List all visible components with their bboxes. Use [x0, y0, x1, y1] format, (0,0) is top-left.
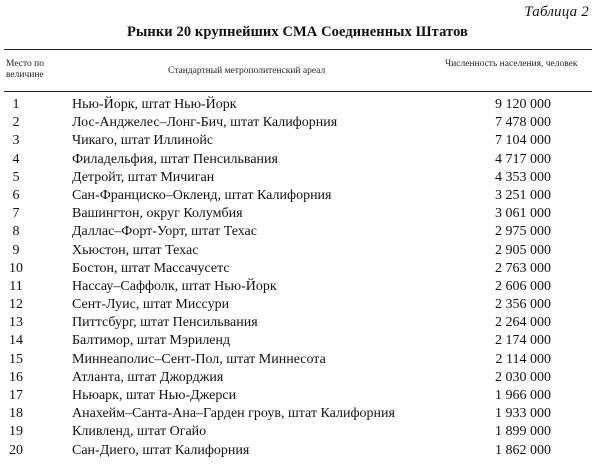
- area-cell: Ньюарк, штат Нью-Джерси: [72, 388, 237, 403]
- table-row: [0, 296, 595, 314]
- table-row: [0, 351, 595, 369]
- rank-cell: 8: [12, 224, 20, 240]
- population-cell: 2 114 000: [495, 351, 551, 367]
- rank-cell: 4: [12, 151, 20, 167]
- population-cell: 1 899 000: [495, 424, 551, 440]
- column-header-area: Стандартный метрополитенский ареал: [168, 66, 326, 76]
- rank-cell: 2: [12, 115, 20, 131]
- population-cell: 2 606 000: [495, 278, 551, 294]
- rank-cell: 13: [9, 315, 23, 331]
- table-row: [0, 242, 595, 260]
- rank-cell: 6: [12, 187, 20, 203]
- rank-cell: 15: [9, 351, 23, 367]
- rank-cell: 20: [9, 442, 23, 458]
- population-cell: 1 933 000: [495, 406, 551, 422]
- population-cell: 2 174 000: [495, 333, 551, 349]
- rank-cell: 5: [12, 169, 20, 185]
- table-row: [0, 423, 595, 441]
- rank-cell: 11: [9, 278, 23, 294]
- population-cell: 4 353 000: [495, 169, 551, 185]
- population-cell: 1 966 000: [495, 388, 551, 403]
- table-row: [0, 205, 595, 223]
- area-cell: Сент-Луис, штат Миссури: [72, 297, 230, 313]
- population-cell: 4 717 000: [495, 151, 551, 167]
- population-cell: 2 975 000: [495, 224, 551, 240]
- column-header-rank: Место по величине: [6, 59, 44, 80]
- area-cell: Атланта, штат Джорджия: [72, 369, 224, 385]
- table-row: [0, 442, 595, 460]
- area-cell: Вашингтон, округ Колумбия: [72, 206, 243, 222]
- area-cell: Хьюстон, штат Техас: [72, 242, 199, 258]
- table-title: Рынки 20 крупнейших СМА Соединенных Штатов: [127, 24, 468, 40]
- table-row: [0, 278, 595, 296]
- area-cell: Бостон, штат Массачусетс: [72, 260, 230, 276]
- rank-cell: 17: [9, 388, 23, 403]
- population-cell: 2 264 000: [495, 315, 551, 331]
- table-row: [0, 405, 595, 423]
- area-cell: Питтсбург, штат Пенсильвания: [72, 315, 258, 331]
- table-body: [0, 96, 595, 460]
- table-row: [0, 187, 595, 205]
- rank-cell: 9: [12, 242, 20, 258]
- area-cell: Нью-Йорк, штат Нью-Йорк: [72, 97, 237, 112]
- population-cell: 2 763 000: [495, 260, 551, 276]
- area-cell: Филадельфия, штат Пенсильвания: [72, 151, 278, 167]
- area-cell: Даллас–Форт-Уорт, штат Техас: [72, 224, 257, 240]
- area-cell: Чикаго, штат Иллинойс: [72, 133, 214, 149]
- table-row: [0, 114, 595, 132]
- table-row: [0, 169, 595, 187]
- area-cell: Кливленд, штат Огайо: [72, 424, 207, 440]
- table-row: [0, 314, 595, 332]
- area-cell: Сан-Диего, штат Калифорния: [72, 442, 250, 458]
- table-row: [0, 96, 595, 114]
- population-cell: 9 120 000: [495, 97, 551, 112]
- population-cell: 7 104 000: [495, 133, 551, 149]
- header-top-rule: [4, 49, 592, 50]
- area-cell: Балтимор, штат Мэриленд: [72, 333, 231, 349]
- area-cell: Сан-Франциско–Окленд, штат Калифорния: [72, 187, 332, 203]
- table-row: [0, 132, 595, 150]
- area-cell: Миннеаполис–Сент-Пол, штат Миннесота: [72, 351, 326, 367]
- population-cell: 3 251 000: [495, 187, 551, 203]
- column-header-population: Численность населения, человек: [445, 59, 578, 69]
- table-row: [0, 151, 595, 169]
- table-row: [0, 387, 595, 405]
- table-row: [0, 332, 595, 350]
- table-row: [0, 260, 595, 278]
- rank-cell: 7: [12, 206, 20, 222]
- area-cell: Детройт, штат Мичиган: [72, 169, 215, 185]
- population-cell: 1 862 000: [495, 442, 551, 458]
- rank-cell: 10: [9, 260, 23, 276]
- table-row: [0, 369, 595, 387]
- rank-cell: 14: [9, 333, 23, 349]
- rank-cell: 18: [9, 406, 23, 422]
- rank-cell: 1: [12, 97, 20, 112]
- area-cell: Анахейм–Санта-Ана–Гарден гроув, штат Калифорния: [72, 406, 395, 422]
- rank-cell: 3: [12, 133, 20, 149]
- table-row: [0, 223, 595, 241]
- area-cell: Лос-Анджелес–Лонг-Бич, штат Калифорния: [72, 115, 338, 131]
- population-cell: 3 061 000: [495, 206, 551, 222]
- population-cell: 2 905 000: [495, 242, 551, 258]
- population-cell: 7 478 000: [495, 115, 551, 131]
- rank-cell: 19: [9, 424, 23, 440]
- area-cell: Нассау–Саффолк, штат Нью-Йорк: [72, 278, 277, 294]
- population-cell: 2 356 000: [495, 297, 551, 313]
- table-number-label: Таблица 2: [524, 4, 589, 20]
- rank-cell: 12: [9, 297, 23, 313]
- header-bottom-rule: [4, 91, 592, 92]
- rank-cell: 16: [9, 369, 23, 385]
- population-cell: 2 030 000: [495, 369, 551, 385]
